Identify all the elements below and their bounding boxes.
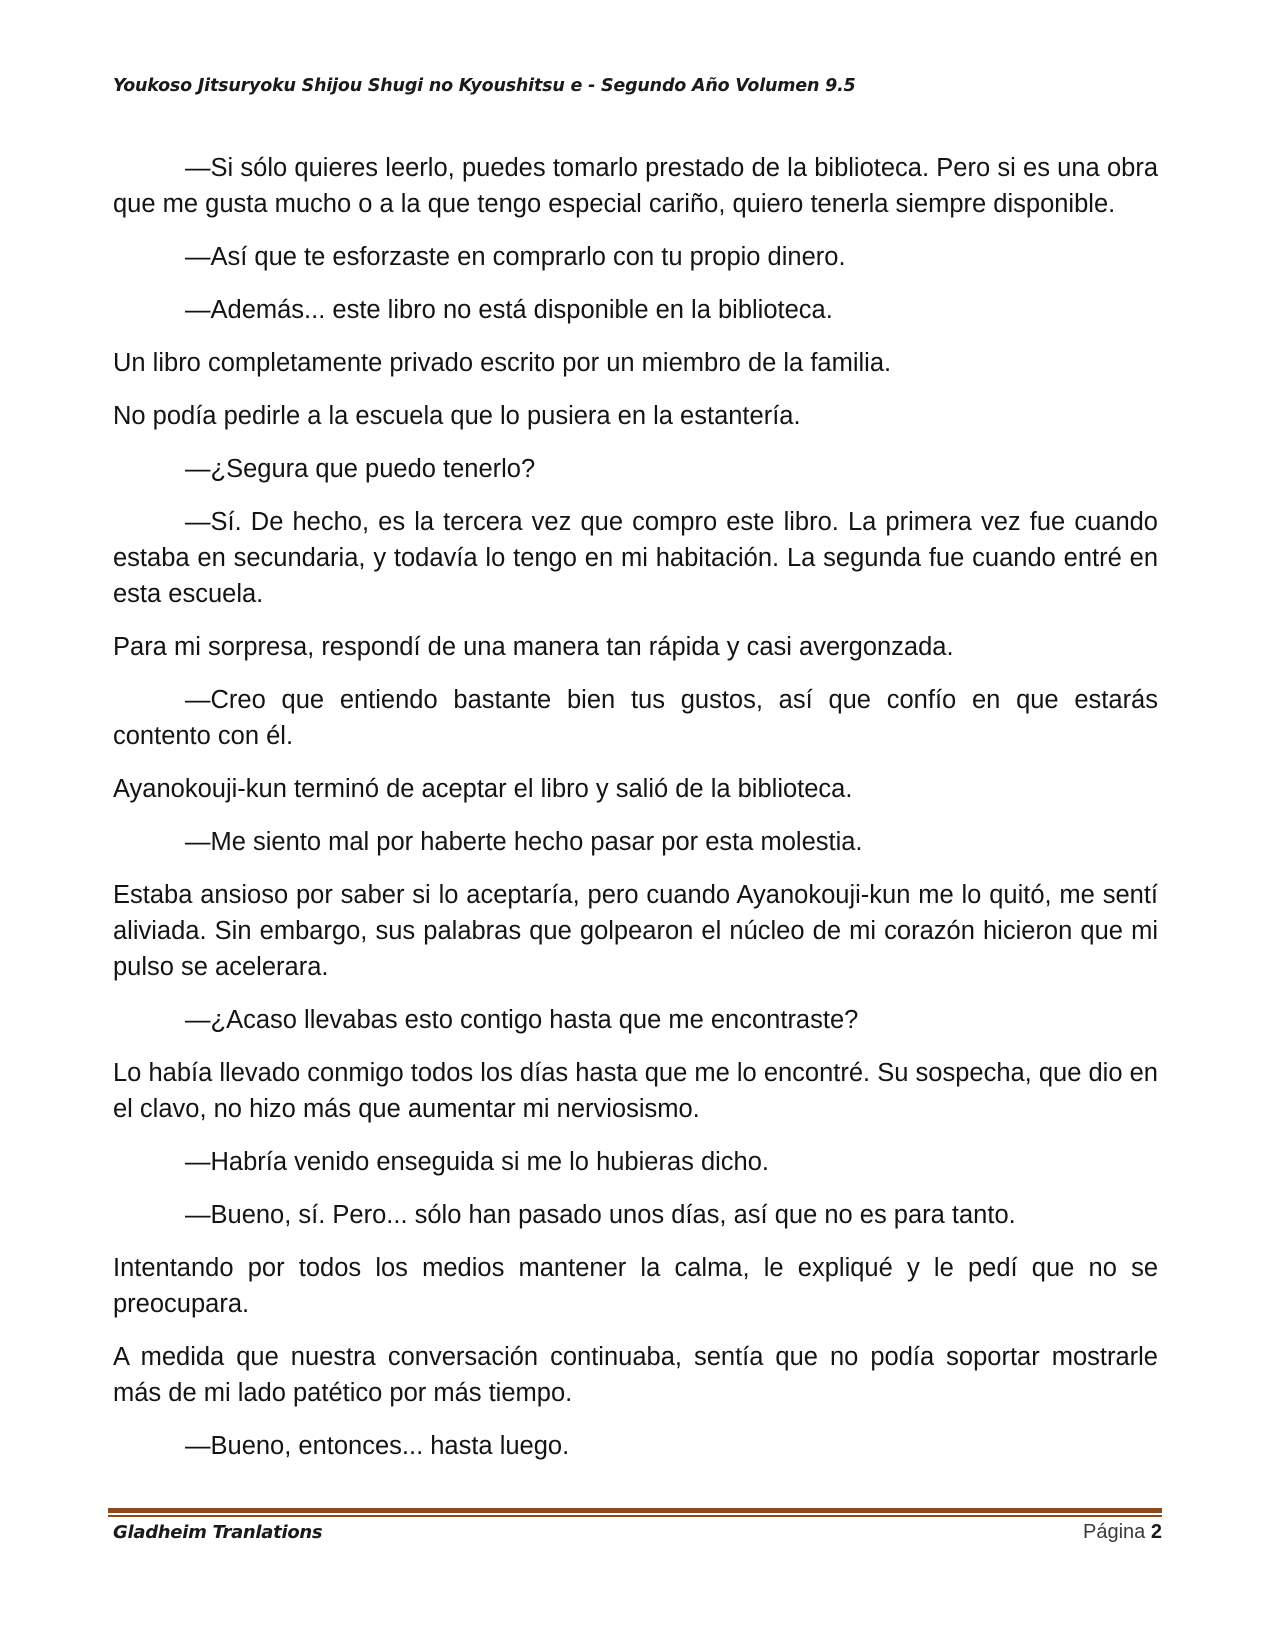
paragraph: —Habría venido enseguida si me lo hubieras dicho. xyxy=(185,1148,770,1176)
page-number: 2 xyxy=(1150,1521,1162,1543)
paragraph: —¿Segura que puedo tenerlo? xyxy=(185,455,536,483)
body-text xyxy=(113,150,1158,1481)
paragraph: —Me siento mal por haberte hecho pasar por esta molestia. xyxy=(185,828,863,856)
paragraph: —¿Acaso llevabas esto contigo hasta que me encontraste? xyxy=(185,1006,859,1034)
paragraph: —Si sólo quieres leerlo, puedes tomarlo prestado de la biblioteca. Pero si es una obra que me gusta mucho o a la que tengo especial cariño, quiero tenerla siempre disponible. xyxy=(113,154,1158,218)
footer-divider xyxy=(108,1508,1162,1517)
paragraph: —Creo que entiendo bastante bien tus gustos, así que confío en que estarás contento con él. xyxy=(113,686,1158,750)
paragraph: Lo había llevado conmigo todos los días hasta que me lo encontré. Su sospecha, que dio en el clavo, no hizo más que aumentar mi nerviosismo. xyxy=(113,1059,1158,1123)
paragraph: Ayanokouji-kun terminó de aceptar el libro y salió de la biblioteca. xyxy=(113,775,853,803)
paragraph: —Sí. De hecho, es la tercera vez que compro este libro. La primera vez fue cuando estaba en secundaria, y todavía lo tengo en mi habitación. La segunda fue cuando entré en esta escuela. xyxy=(113,508,1158,608)
paragraph: —Así que te esforzaste en comprarlo con tu propio dinero. xyxy=(185,243,846,271)
footer-page-indicator xyxy=(1083,1521,1162,1544)
paragraph: Para mi sorpresa, respondí de una manera tan rápida y casi avergonzada. xyxy=(113,633,954,661)
paragraph: No podía pedirle a la escuela que lo pusiera en la estantería. xyxy=(113,402,801,430)
paragraph: —Bueno, sí. Pero... sólo han pasado unos días, así que no es para tanto. xyxy=(185,1201,1016,1229)
paragraph: Estaba ansioso por saber si lo aceptaría, pero cuando Ayanokouji-kun me lo quitó, me sentí aliviada. Sin embargo, sus palabras que golpearon el núcleo de mi corazón hicieron que mi pulso se acelerara. xyxy=(113,881,1158,981)
footer-divider-thin xyxy=(108,1515,1162,1517)
paragraph: —Además... este libro no está disponible en la biblioteca. xyxy=(185,296,833,324)
footer-divider-thick xyxy=(108,1508,1162,1513)
paragraph: —Bueno, entonces... hasta luego. xyxy=(185,1432,570,1460)
page-label: Página xyxy=(1083,1521,1146,1543)
paragraph: A medida que nuestra conversación continuaba, sentía que no podía soportar mostrarle más de mi lado patético por más tiempo. xyxy=(113,1343,1158,1407)
paragraph: Intentando por todos los medios mantener la calma, le expliqué y le pedí que no se preocupara. xyxy=(113,1254,1158,1318)
footer-translator: Gladheim Tranlations xyxy=(113,1522,323,1543)
page-header-title: Youkoso Jitsuryoku Shijou Shugi no Kyoushitsu e - Segundo Año Volumen 9.5 xyxy=(113,76,856,96)
paragraph: Un libro completamente privado escrito por un miembro de la familia. xyxy=(113,349,892,377)
